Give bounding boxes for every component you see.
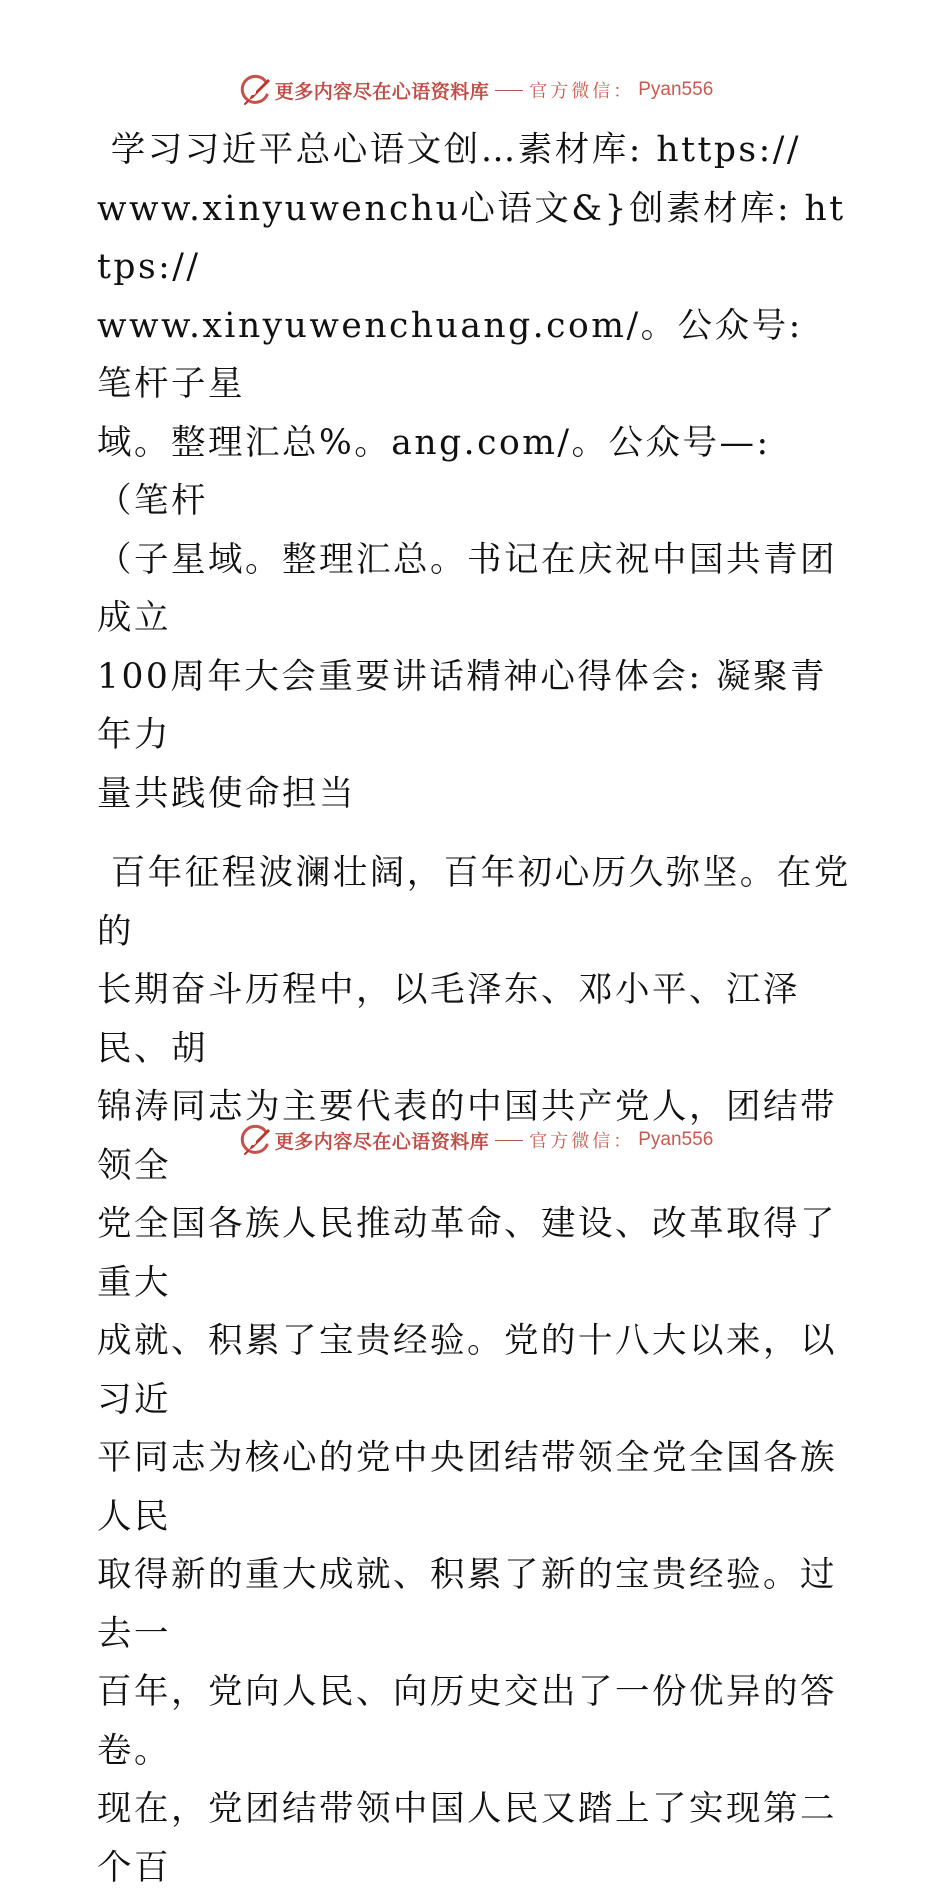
banner-dash <box>495 1140 523 1141</box>
document-body <box>97 121 853 1897</box>
quill-pen-circle-icon <box>237 73 271 107</box>
banner-official-label: 官方微信： <box>529 1131 635 1152</box>
paragraph-body: 百年征程波澜壮阔，百年初心历久弥坚。在党的 长期奋斗历程中，以毛泽东、邓小平、江泽民、胡 锦涛同志为主要代表的中国共产党人，团结带领全 党全国各族人民推动革命、建设、改革取得了重大 成就、积累了宝贵经验。党的十八大以来，以习近 平同志为核心的党中央团结带领全党全国各族人民 取得新的重大成就、积累了新的宝贵经验。过去一 百年，党向人民、向历史交出了一份优异的答卷。 现在，党团结带领中国人民又踏上了实现第二个百 <box>97 853 851 1888</box>
paragraph-title: 学习习近平总心语文创…素材库: https:// www.xinyuwenchu心语文&}创素材库: https:// www.xinyuwenchuang.com/。公众号: 笔杆子星 域。整理汇总%。ang.com/。公众号—: （笔杆 （子星域。整理汇总。书记在庆祝中国共青团成立 100周年大会重要讲话精神心得体会: 凝聚青年力 量共践使命担当 <box>97 130 846 814</box>
footer-banner-content <box>237 1123 714 1157</box>
banner-account-id: Pyan556 <box>638 79 714 100</box>
banner-lead-text: 更多内容尽在心语资料库 <box>274 1130 490 1153</box>
banner-account-id: Pyan556 <box>638 1129 714 1150</box>
footer-banner <box>0 1120 950 1160</box>
quill-pen-circle-icon <box>237 1123 271 1157</box>
banner-official-label: 官方微信： <box>529 81 635 102</box>
banner-lead-text: 更多内容尽在心语资料库 <box>274 80 490 103</box>
header-banner-content <box>237 73 714 107</box>
header-banner <box>0 70 950 110</box>
banner-dash <box>495 90 523 91</box>
